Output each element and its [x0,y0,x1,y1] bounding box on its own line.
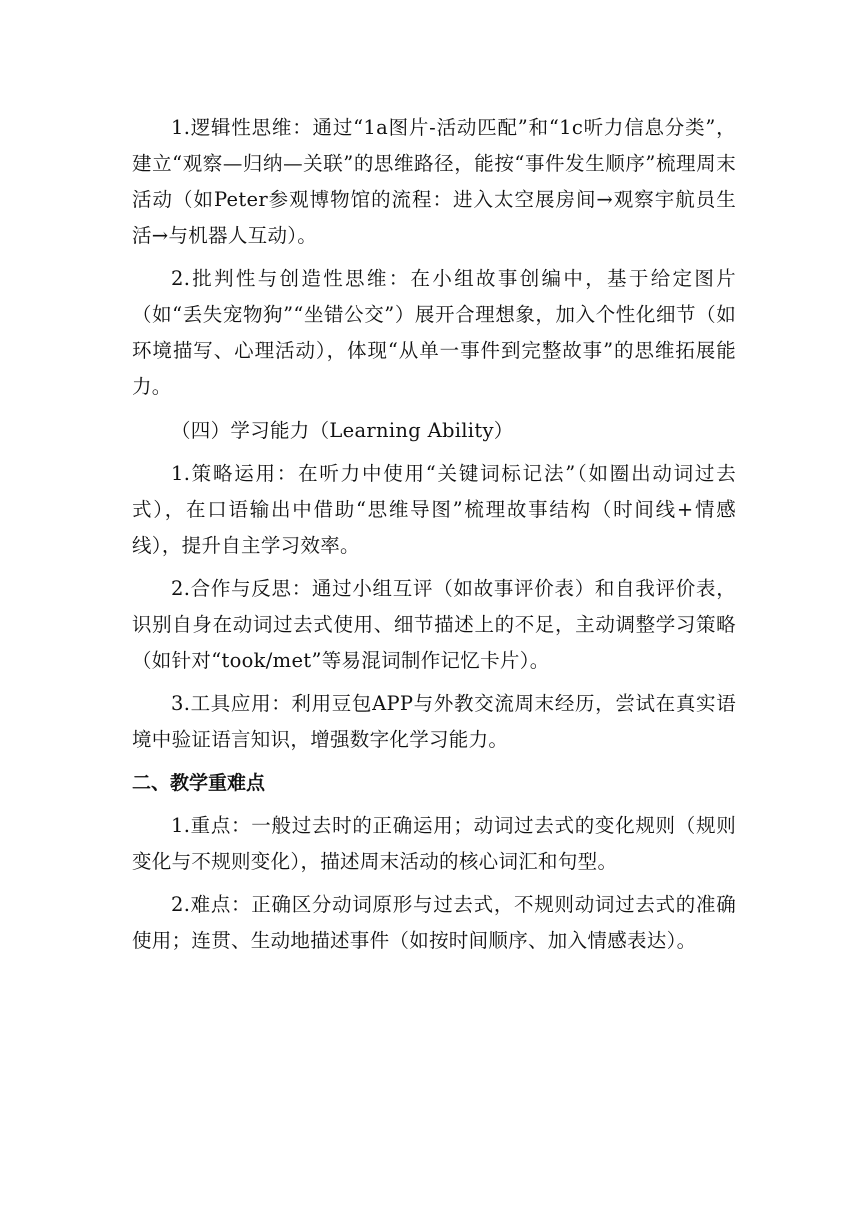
paragraph-key-point: 1.重点：一般过去时的正确运用；动词过去式的变化规则（规则变化与不规则变化），描述周末活动的核心词汇和句型。 [132,814,736,873]
paragraph-difficult-point: 2.难点：正确区分动词原形与过去式，不规则动词过去式的准确使用；连贯、生动地描述事件（如按时间顺序、加入情感表达）。 [132,893,736,952]
document-body [132,110,736,959]
paragraph-strategy-use: 1.策略运用：在听力中使用“关键词标记法”（如圈出动词过去式），在口语输出中借助“思维导图”梳理故事结构（时间线+情感线），提升自主学习效率。 [132,462,736,557]
paragraph-critical-creative-thinking: 2.批判性与创造性思维：在小组故事创编中，基于给定图片（如“丢失宠物狗”“坐错公交”）展开合理想象，加入个性化细节（如环境描写、心理活动），体现“从单一事件到完整故事”的思维拓展能力。 [132,267,736,398]
paragraph-logical-thinking: 1.逻辑性思维：通过“1a图片-活动匹配”和“1c听力信息分类”，建立“观察—归纳—关联”的思维路径，能按“事件发生顺序”梳理周末活动（如Peter参观博物馆的流程：进入太空展房间→观察宇航员生活→与机器人互动）。 [132,116,736,247]
paragraph-tool-application: 3.工具应用：利用豆包APP与外教交流周末经历，尝试在真实语境中验证语言知识，增强数字化学习能力。 [132,692,736,751]
subsection-heading-learning-ability: （四）学习能力（Learning Ability） [171,419,514,442]
section-heading-key-points: 二、教学重难点 [132,772,266,794]
paragraph-cooperation-reflection: 2.合作与反思：通过小组互评（如故事评价表）和自我评价表，识别自身在动词过去式使用、细节描述上的不足，主动调整学习策略（如针对“took/met”等易混词制作记忆卡片）。 [132,577,736,672]
